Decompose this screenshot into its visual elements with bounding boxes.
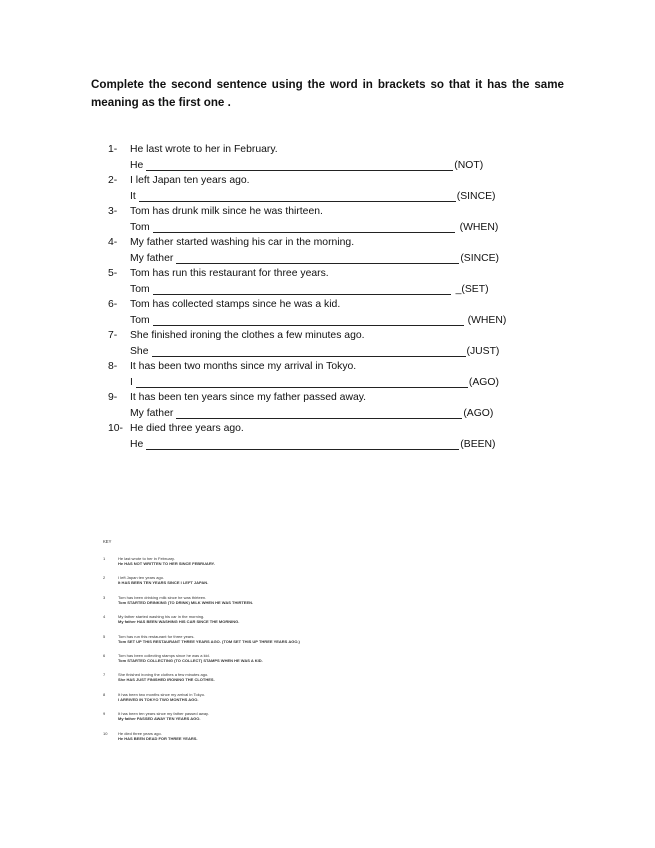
answer-blank[interactable] xyxy=(139,191,456,202)
exercise-sentence: I left Japan ten years ago. xyxy=(130,175,250,186)
exercise-number: 8- xyxy=(108,361,118,372)
key-sentence: It has been ten years since my father passed away. xyxy=(118,711,209,717)
exercise-item xyxy=(108,423,528,454)
key-item xyxy=(103,692,363,711)
answer-row xyxy=(130,315,528,326)
answer-blank[interactable] xyxy=(152,346,466,357)
key-answer: She HAS JUST FINISHED IRONING THE CLOTHES. xyxy=(118,677,215,683)
answer-blank[interactable] xyxy=(176,253,459,264)
exercise-number: 5- xyxy=(108,268,118,279)
answer-start: I xyxy=(130,377,133,388)
exercise-item xyxy=(108,361,528,392)
answer-start: It xyxy=(130,191,136,202)
exercise-item xyxy=(108,330,528,361)
key-item xyxy=(103,595,363,614)
key-item xyxy=(103,731,363,750)
bracket-word: (WHEN) xyxy=(467,315,507,326)
exercise-number: 7- xyxy=(108,330,118,341)
answer-start: She xyxy=(130,346,149,357)
exercise-list xyxy=(108,144,528,454)
exercise-item xyxy=(108,237,528,268)
answer-blank[interactable] xyxy=(153,315,464,326)
key-answer: Tom SET UP THIS RESTAURANT THREE YEARS AGO. (TOM SET THIS UP THREE YEARS AGO.) xyxy=(118,638,300,644)
bracket-word: (NOT) xyxy=(454,160,484,171)
key-item xyxy=(103,556,363,575)
key-sentence: My father started washing his car in the morning. xyxy=(118,614,205,620)
answer-start: Tom xyxy=(130,284,150,295)
key-sentence: He died three years ago. xyxy=(118,730,162,736)
exercise-item xyxy=(108,299,528,330)
answer-row xyxy=(130,408,528,419)
key-number: 4 xyxy=(103,614,106,620)
key-answer: My father HAS BEEN WASHING HIS CAR SINCE THE MORNING. xyxy=(118,619,240,625)
key-item xyxy=(103,614,363,633)
exercise-sentence: She finished ironing the clothes a few minutes ago. xyxy=(130,330,365,341)
key-number: 8 xyxy=(103,691,106,697)
bracket-word: (AGO) xyxy=(463,408,494,419)
bracket-word: (AGO) xyxy=(468,377,499,388)
key-heading: KEY xyxy=(103,539,112,544)
answer-blank[interactable] xyxy=(153,284,451,295)
answer-row xyxy=(130,284,528,295)
key-sentence: It has been two months since my arrival in Tokyo. xyxy=(118,691,206,697)
exercise-item xyxy=(108,392,528,423)
exercise-number: 1- xyxy=(108,144,118,155)
answer-start: He xyxy=(130,439,144,450)
key-item xyxy=(103,711,363,730)
exercise-number: 6- xyxy=(108,299,118,310)
key-answer: Tom STARTED COLLECTING (TO COLLECT) STAMPS WHEN HE WAS A KID. xyxy=(118,657,263,663)
bracket-word: (SINCE) xyxy=(456,191,496,202)
key-number: 1 xyxy=(103,556,106,561)
key-number: 7 xyxy=(103,672,106,678)
key-answer: My father PASSED AWAY TEN YEARS AGO. xyxy=(118,716,201,722)
exercise-number: 9- xyxy=(108,392,118,403)
answer-key xyxy=(103,539,363,750)
key-answer: It HAS BEEN TEN YEARS SINCE I LEFT JAPAN. xyxy=(118,580,209,586)
answer-start: My father xyxy=(130,408,174,419)
key-sentence: Tom has been collecting stamps since he was a kid. xyxy=(118,652,210,658)
answer-blank[interactable] xyxy=(153,222,455,233)
key-item xyxy=(103,672,363,691)
key-item xyxy=(103,653,363,672)
exercise-item xyxy=(108,206,528,237)
key-answer: He HAS NOT WRITTEN TO HER SINCE FEBRUARY. xyxy=(118,561,215,566)
key-item xyxy=(103,634,363,653)
key-sentence: I left Japan ten years ago. xyxy=(118,575,165,581)
exercise-sentence: It has been two months since my arrival in Tokyo. xyxy=(130,361,357,372)
exercise-number: 2- xyxy=(108,175,118,186)
exercise-sentence: It has been ten years since my father passed away. xyxy=(130,392,367,403)
bracket-word: (WHEN) xyxy=(459,222,499,233)
answer-row xyxy=(130,160,528,171)
answer-row xyxy=(130,191,528,202)
exercise-item xyxy=(108,268,528,299)
answer-row xyxy=(130,439,528,450)
key-answer: He HAS BEEN DEAD FOR THREE YEARS. xyxy=(118,735,198,741)
answer-row xyxy=(130,346,528,357)
bracket-word: _(SET) xyxy=(455,284,489,295)
key-answer: Tom STARTED DRINKING (TO DRINK) MILK WHEN HE WAS THIRTEEN. xyxy=(118,599,254,605)
answer-start: Tom xyxy=(130,315,150,326)
exercise-sentence: He died three years ago. xyxy=(130,423,244,434)
key-number: 10 xyxy=(103,730,108,736)
answer-start: He xyxy=(130,160,144,171)
answer-blank[interactable] xyxy=(136,377,468,388)
answer-blank[interactable] xyxy=(146,160,453,171)
bracket-word: (JUST) xyxy=(466,346,500,357)
answer-start: My father xyxy=(130,253,174,264)
key-number: 3 xyxy=(103,594,106,600)
exercise-number: 10- xyxy=(108,423,124,434)
bracket-word: (BEEN) xyxy=(460,439,496,450)
key-number: 5 xyxy=(103,633,106,639)
exercise-item xyxy=(108,175,528,206)
key-number: 6 xyxy=(103,652,106,658)
key-item xyxy=(103,575,363,594)
exercise-number: 3- xyxy=(108,206,118,217)
key-sentence: Tom has run this restaurant for three years. xyxy=(118,633,195,639)
exercise-sentence: Tom has run this restaurant for three years. xyxy=(130,268,329,279)
exercise-sentence: Tom has collected stamps since he was a kid. xyxy=(130,299,341,310)
key-number: 2 xyxy=(103,575,106,581)
answer-row xyxy=(130,377,528,388)
key-sentence: She finished ironing the clothes a few minutes ago. xyxy=(118,672,209,678)
bracket-word: (SINCE) xyxy=(460,253,499,264)
exercise-sentence: Tom has drunk milk since he was thirteen. xyxy=(130,206,323,217)
key-sentence: Tom has been drinking milk since he was thirteen. xyxy=(118,594,207,600)
exercise-number: 4- xyxy=(108,237,118,248)
exercise-item xyxy=(108,144,528,175)
exercise-sentence: He last wrote to her in February. xyxy=(130,144,278,155)
answer-start: Tom xyxy=(130,222,150,233)
exercise-sentence: My father started washing his car in the morning. xyxy=(130,237,355,248)
answer-row xyxy=(130,222,528,233)
instructions: Complete the second sentence using the word in brackets so that it has the same meaning as the first one . xyxy=(91,78,564,109)
answer-blank[interactable] xyxy=(146,439,459,450)
key-number: 9 xyxy=(103,711,106,717)
answer-row xyxy=(130,253,528,264)
answer-blank[interactable] xyxy=(176,408,462,419)
key-sentence: He last wrote to her in February. xyxy=(118,556,175,561)
key-answer: I ARRIVED IN TOKYO TWO MONTHS AGO. xyxy=(118,696,199,702)
